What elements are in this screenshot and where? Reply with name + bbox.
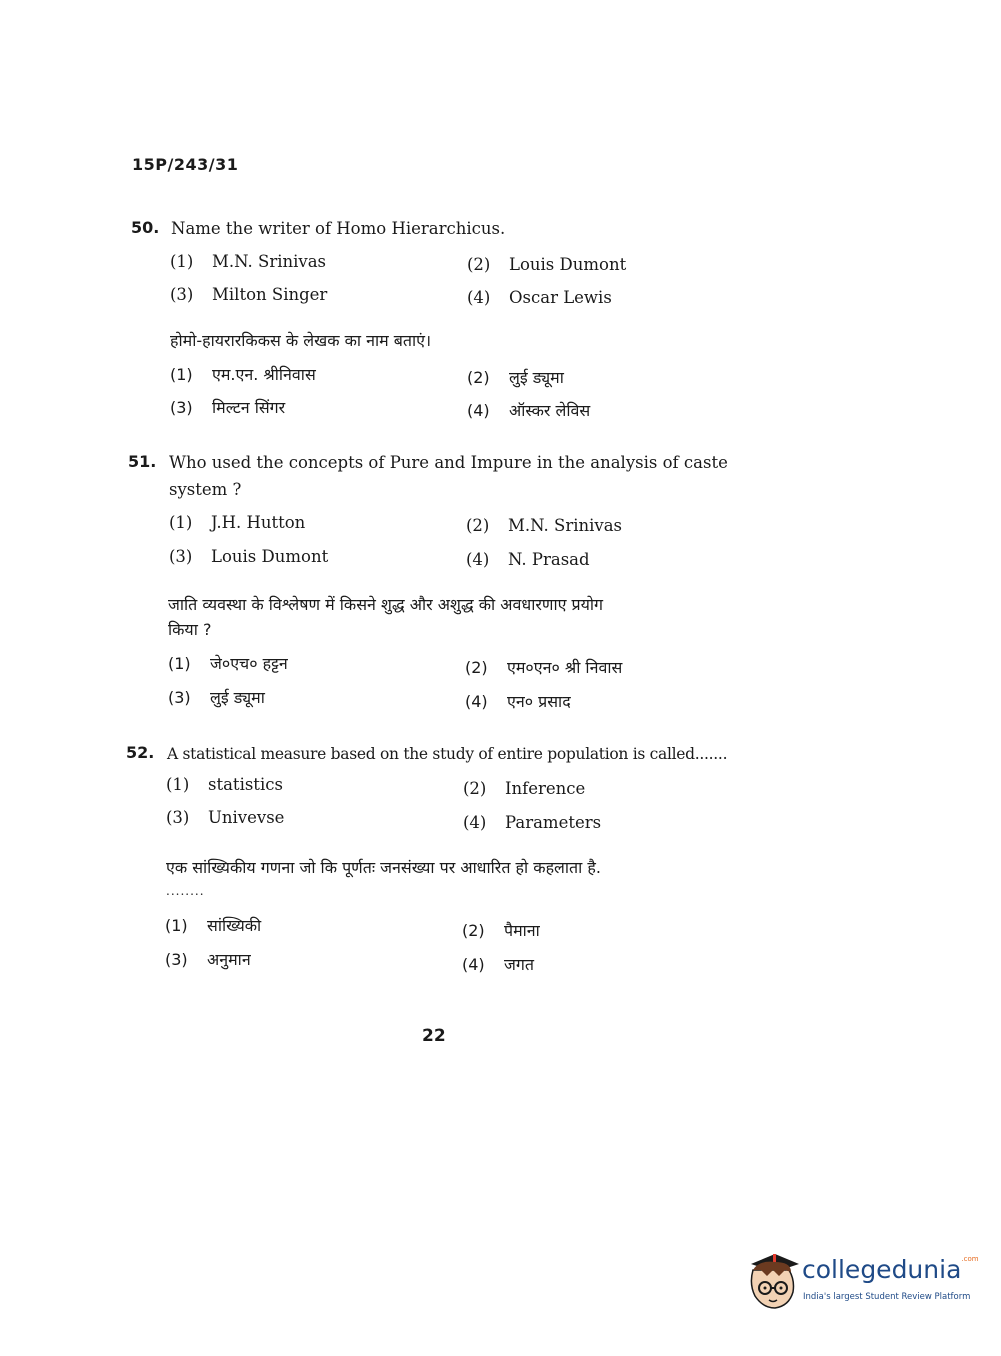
- option-number: (1): [170, 252, 194, 271]
- option-text: Parameters: [505, 813, 602, 832]
- question-text: A statistical measure based on the study of entire population is called.......: [167, 745, 728, 763]
- option-number: (2): [467, 368, 490, 387]
- option-text: M.N. Srinivas: [212, 252, 327, 271]
- option-text: जे०एच० हट्टन: [210, 654, 288, 673]
- option-text: लुई ड्यूमा: [509, 368, 564, 387]
- question-text: Name the writer of Homo Hierarchicus.: [171, 219, 506, 238]
- question-text-hindi: होमो-हायरारकिकस के लेखक का नाम बताएं।: [170, 331, 432, 350]
- option-number: (4): [466, 550, 490, 569]
- question-number: 52.: [126, 743, 155, 762]
- question-text-hindi: एक सांख्यिकीय गणना जो कि पूर्णतः जनसंख्या पर आधारित हो कहलाता है.: [166, 858, 601, 877]
- option: [168, 686, 265, 708]
- option-number: (3): [166, 808, 190, 827]
- option-text: मिल्टन सिंगर: [212, 398, 286, 417]
- option-text: सांख्यिकी: [207, 916, 262, 935]
- question-number: 51.: [128, 452, 157, 471]
- option: [166, 808, 284, 827]
- logo-tagline: India's largest Student Review Platform: [803, 1292, 971, 1302]
- option: [467, 366, 564, 388]
- option-number: (1): [166, 775, 190, 794]
- option: [165, 948, 251, 970]
- option-number: (1): [169, 513, 193, 532]
- option-text: J.H. Hutton: [211, 513, 306, 532]
- option-number: (3): [165, 950, 188, 969]
- option: [170, 363, 316, 385]
- option-text: लुई ड्यूमा: [210, 688, 265, 707]
- option-text: एम०एन० श्री निवास: [507, 658, 623, 677]
- option-text: जगत: [504, 955, 535, 974]
- option-number: (1): [168, 654, 191, 673]
- logo-wordmark: collegedunia$^{.com}$: [802, 1255, 979, 1284]
- question-text: Who used the concepts of Pure and Impure in the analysis of caste: [169, 453, 728, 472]
- option-text: Louis Dumont: [211, 547, 329, 566]
- option-text: Univevse: [208, 808, 285, 827]
- option-number: (3): [170, 398, 193, 417]
- option-number: (4): [465, 692, 488, 711]
- option: [169, 547, 328, 566]
- option: [166, 775, 283, 794]
- question-text: system ?: [169, 480, 242, 499]
- option-text: Milton Singer: [212, 285, 328, 304]
- option-number: (3): [170, 285, 194, 304]
- blank-dots: ........: [166, 884, 205, 898]
- page-number: 22: [422, 1026, 446, 1046]
- option-text: ऑस्कर लेविस: [509, 401, 591, 420]
- option: [170, 285, 327, 304]
- option-text: Louis Dumont: [509, 255, 627, 274]
- option: [466, 516, 622, 535]
- option: [169, 513, 305, 532]
- option: [465, 656, 622, 678]
- option-text: Inference: [505, 779, 586, 798]
- option-number: (4): [467, 401, 490, 420]
- option-text: Oscar Lewis: [509, 288, 612, 307]
- option-number: (3): [169, 547, 193, 566]
- option-number: (4): [467, 288, 491, 307]
- option: [168, 652, 288, 674]
- option: [165, 914, 261, 936]
- question-text-hindi: किया ?: [168, 620, 212, 639]
- option-number: (2): [462, 921, 485, 940]
- option-number: (2): [466, 516, 490, 535]
- option-text: पैमाना: [504, 921, 540, 940]
- option: [466, 550, 590, 569]
- option: [463, 779, 585, 798]
- option: [467, 288, 612, 307]
- option-number: (2): [465, 658, 488, 677]
- option-number: (3): [168, 688, 191, 707]
- option-number: (4): [462, 955, 485, 974]
- collegedunia-logo: [745, 1250, 979, 1320]
- option: [467, 255, 626, 274]
- option-text: अनुमान: [207, 950, 251, 969]
- option-text: एन० प्रसाद: [507, 692, 571, 711]
- option: [170, 396, 285, 418]
- question-number: 50.: [131, 218, 160, 237]
- option: [463, 813, 601, 832]
- option-number: (2): [467, 255, 491, 274]
- option-text: N. Prasad: [508, 550, 590, 569]
- option: [462, 919, 540, 941]
- option-number: (2): [463, 779, 487, 798]
- option: [467, 399, 590, 421]
- option: [465, 690, 571, 712]
- option-text: M.N. Srinivas: [508, 516, 623, 535]
- question-text-hindi: जाति व्यवस्था के विश्लेषण में किसने शुद्ध और अशुद्ध की अवधारणाए प्रयोग: [168, 595, 604, 614]
- mascot-icon: [745, 1250, 801, 1314]
- option: [170, 252, 326, 271]
- option-text: statistics: [208, 775, 283, 794]
- option: [462, 953, 534, 975]
- option-number: (1): [170, 365, 193, 384]
- option-text: एम.एन. श्रीनिवास: [212, 365, 316, 384]
- option-number: (1): [165, 916, 188, 935]
- option-number: (4): [463, 813, 487, 832]
- paper-code: 15P/243/31: [132, 155, 239, 174]
